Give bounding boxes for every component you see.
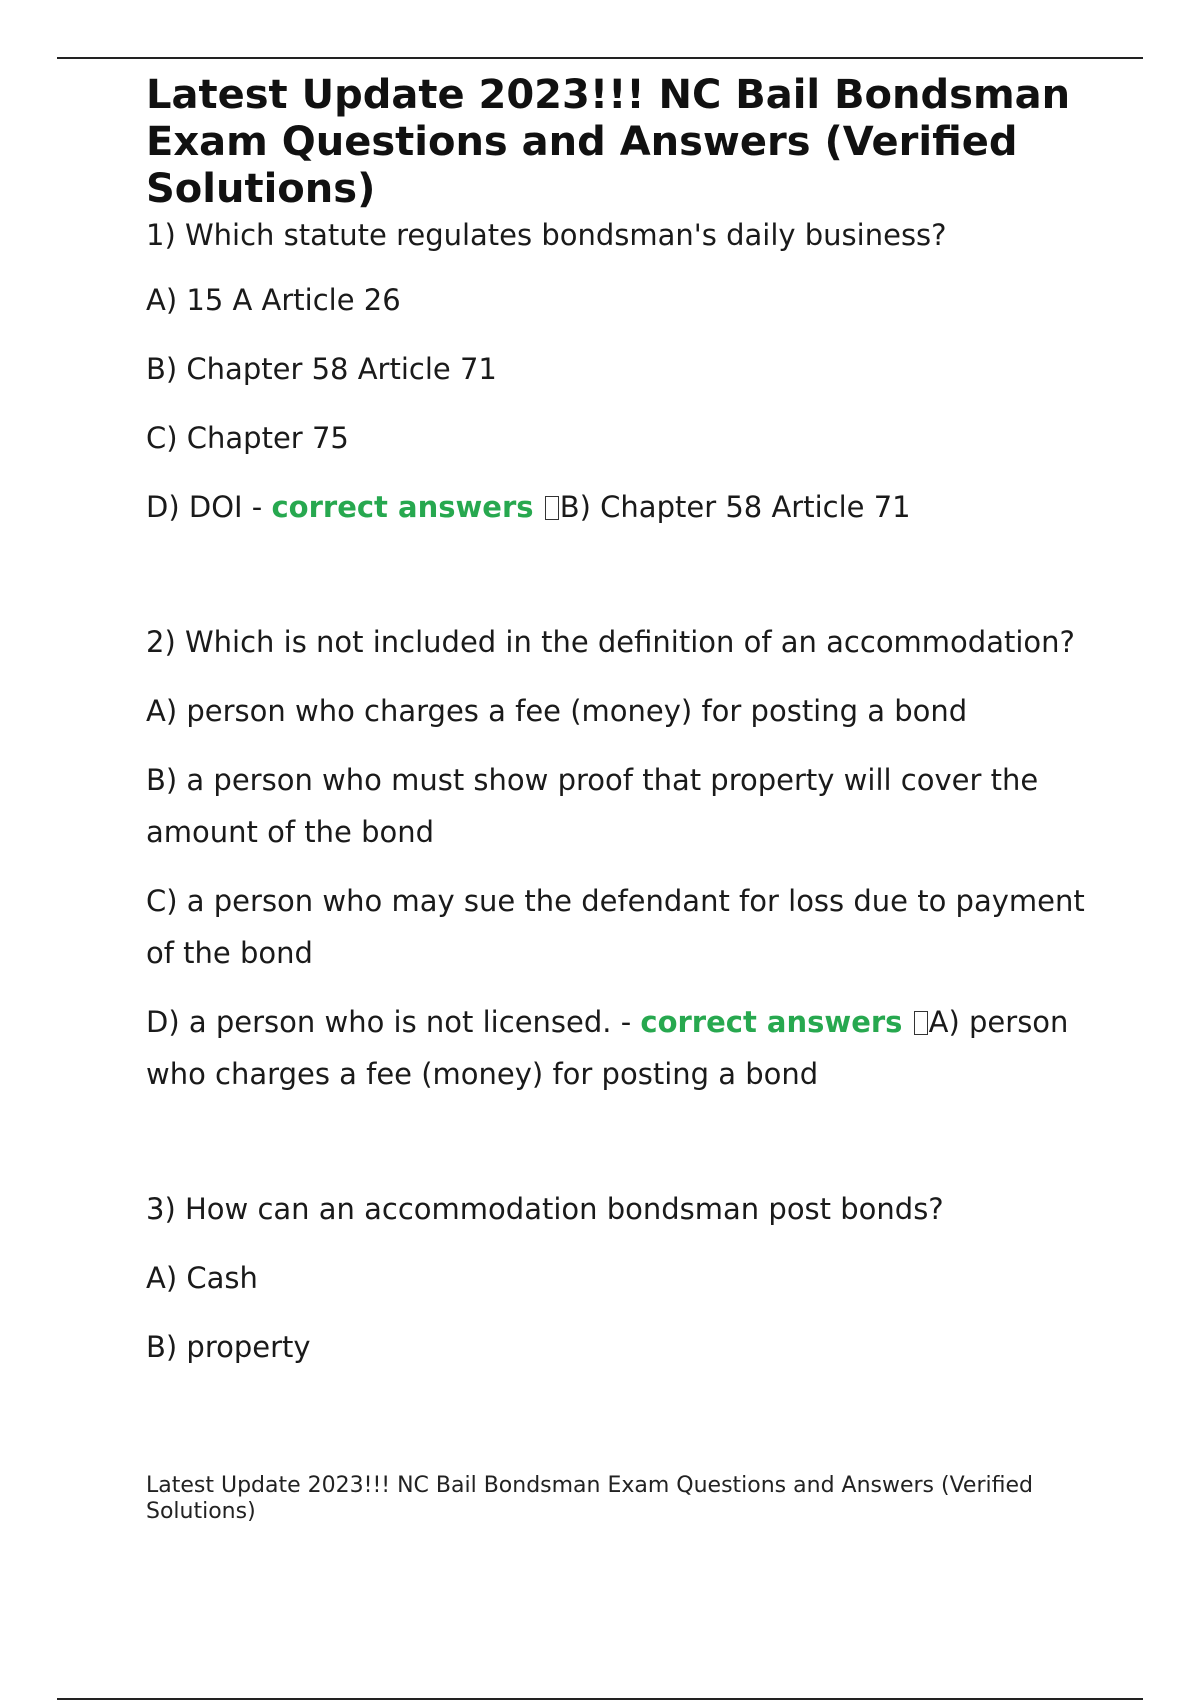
question-2-answer: A) person who charges a fee (money) for posting a bond <box>146 1005 1069 1091</box>
question-3-option-a: A) Cash <box>146 1261 258 1295</box>
question-3-option-b: B) property <box>146 1330 311 1364</box>
question-1: 1) Which statute regulates bondsman's daily business? <box>146 218 947 252</box>
question-1-answer: B) Chapter 58 Article 71 <box>559 490 911 524</box>
question-1-option-d <box>146 481 1106 533</box>
document-title: Latest Update 2023!!! NC Bail Bondsman Exam Questions and Answers (Verified Solutions) <box>146 72 1071 212</box>
question-2-option-d <box>146 996 1106 1100</box>
question-2: 2) Which is not included in the definition of an accommodation? <box>146 625 1075 659</box>
question-2-option-b: B) a person who must show proof that property will cover the amount of the bond <box>146 763 1039 849</box>
question-1-option-a: A) 15 A Article 26 <box>146 283 401 317</box>
document-body <box>146 72 1106 1373</box>
correct-answers-label: correct answers <box>271 490 534 524</box>
question-2-option-d-text: D) a person who is not licensed. - <box>146 1005 641 1039</box>
correct-answers-label: correct answers <box>640 1005 903 1039</box>
question-2-option-c: C) a person who may sue the defendant for loss due to payment of the bond <box>146 884 1085 970</box>
question-3: 3) How can an accommodation bondsman post bonds? <box>146 1192 944 1226</box>
question-1-option-d-text: D) DOI - <box>146 490 272 524</box>
question-1-option-c: C) Chapter 75 <box>146 421 349 455</box>
page-footer: Latest Update 2023!!! NC Bail Bondsman Exam Questions and Answers (Verified Solutions) <box>146 1473 1033 1524</box>
question-2-option-a: A) person who charges a fee (money) for posting a bond <box>146 694 968 728</box>
header-rule <box>57 57 1143 59</box>
question-1-option-b: B) Chapter 58 Article 71 <box>146 352 497 386</box>
missing-glyph-box-icon <box>914 1011 928 1035</box>
missing-glyph-box-icon <box>545 496 559 520</box>
